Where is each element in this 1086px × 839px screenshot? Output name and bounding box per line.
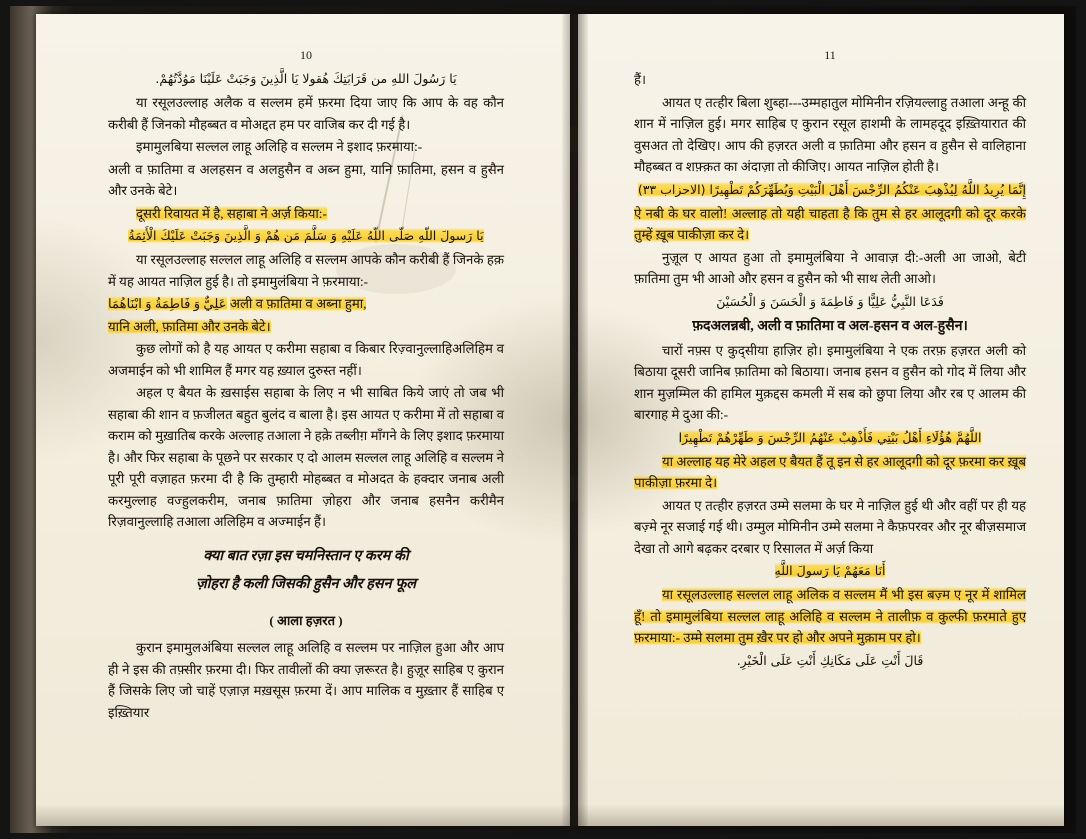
paragraph-mixed-highlighted	[108, 293, 504, 315]
paper-stain	[61, 375, 105, 441]
highlight-span: ऐ नबी के घर वालो! अल्लाह तो यही चाहता है कि तुम से हर आलूदगी को दूर करके तुम्हें ख़ूब पाकीज़ा कर दे।	[634, 205, 1026, 242]
paragraph: कुछ लोगों को है यह आयत ए करीमा सहाबा व किबार रिज़्वानुल्लाहिअलिहिम व अजमाईन को भी शामिल हैं मगर यह ख़्याल दुरुस्त नहीं।	[108, 341, 504, 378]
arabic-quote-highlighted	[634, 180, 1026, 200]
arabic-quote: فَدَعَا النَّبِيُّ عَلِيًّا وَ فَاطِمَةَ وَ الْحَسَنَ وَ الْحُسَيْنَ	[716, 293, 944, 309]
verse-attribution: ( आला हज़रत )	[269, 612, 343, 628]
highlight-span: यानि अली, फ़ातिमा और उनके बेटे।	[108, 318, 271, 334]
right-page	[578, 14, 1064, 826]
highlight-span: या रसूलउल्लाह सल्लल लाहू अलिक व सल्लम मैं भी इस बज़्म ए नूर में शामिल हूँ! तो इमामुलंबिया सल्लल लाहू अलिहि व सल्लम ने तालीफ़ व कुल्फी फ़रमाते हुए फ़रमाया:- उम्मे सलमा तुम ख़ैर पर हो और अपने मुक़ाम पर हो।	[634, 587, 1026, 645]
left-page	[36, 14, 570, 826]
arabic-quote-highlighted	[634, 561, 1026, 581]
paragraph-highlighted	[634, 451, 1026, 494]
paragraph: अली व फ़ातिमा व अलहसन व अलहुसैन व अब्न हुमा, यानि फ़ातिमा, हसन व हुसैन और उनके बेटे।	[108, 161, 504, 198]
arabic-inline-highlight: عَلِيٌّ وَ فَاطِمَةُ وَ ابْنَاهُمَا	[108, 296, 227, 311]
paragraph: नुज़ूल ए आयत हुआ तो इमामुलंबिया ने आवाज़ दी:-अली आ जाओ, बेटी फ़ातिमा तुम भी आओ और हसन व हुसैन को भी साथ लेती आओ।	[634, 249, 1026, 286]
highlight-span: या अल्लाह यह मेरे अहल ए बैयत हैं तू इन से हर आलूदगी को दूर फ़रमा कर ख़ूब पाकीज़ा फ़रमा दे।	[634, 453, 1026, 490]
paragraph-highlighted	[108, 203, 504, 225]
paragraph: आयत ए तत्हीर हज़रत उम्मे सलमा के घर मे नाज़िल हुई थी और वहीं पर ही यह बज़्मे नूर सजाई गई थी। उम्मुल मोमिनीन उम्मे सलमा ने कैफ़परवर और नूर बीज़समाज देखा तो आगे बढ़कर दरबार ए रिसालत में अर्ज़ किया	[634, 497, 1026, 556]
paragraph: इमामुलबिया सल्लल लाहू अलिहि व सल्लम ने इशाद फ़रमाया:-	[136, 139, 423, 154]
paragraph-highlighted	[634, 584, 1026, 649]
highlight-span: اللَّهُمَّ هُؤُلَاءِ أَهْلُ بَيْتِي فَأَذْهِبْ عَنْهُمُ الرِّجْسَ وَ طَهِّرْهُمْ تَطْهِيرًا	[678, 429, 982, 445]
paragraph: आयत ए तत्हीर बिला शुब्हा---उम्महातुल मोमिनीन रज़ियल्लाहु तआला अन्हू की शान में नाज़िल हुई। मगर साहिब ए कुरान रसूल हाशमी के लामहदूद इख़्तियारात की वुसअत तो देखिए। आप की हज़रत अली व फ़ातिमा और हसन व हुसैन से वालिहाना मौहब्बत व शफ़्क़त का अंदाज़ा तो कीजिए। आयत नाज़िल होती है।	[634, 94, 1026, 174]
paragraph: कुरान इमामुलअंबिया सल्लल लाहू अलिहि व सल्लम पर नाज़िल हुआ और आप ही ने इस की तफ़्सीर फ़रमा दी। फिर तावीलों की क्या ज़रूरत है। हुज़ूर साहिब ए कुरान हैं जिसके लिए जो चाहें एज़ाज़ मख़सूस फ़रमा दें। आप मालिक व मुख़्तार हैं साहिब ए इख़्तियार	[108, 640, 504, 720]
highlight-span: أَنَا مَعَهُمْ يَا رَسولَ اللَّهِ	[774, 563, 886, 578]
page-number-right: 11	[824, 48, 836, 62]
arabic-quote: قَالَ أَنْتِ عَلَى مَكَانِكِ أَنْتِ عَلَى الْخَيْرِ.	[736, 652, 924, 668]
open-book	[10, 6, 1076, 833]
transliteration-line: फ़दअलन्नबी, अली व फ़ातिमा व अल-हसन व अल-हुसैन।	[692, 318, 968, 334]
paragraph-highlighted	[108, 316, 504, 338]
binding-staple	[570, 126, 578, 152]
highlight-span: إِنَّمَا يُرِيدُ اللَّهُ لِيُذْهِبَ عَنْكُمُ الرِّجْسَ أَهْلَ الْبَيْتِ وَيُطَهِّرَكُمْ تَطْهِيرًا (الاحزاب ٣٣)	[637, 181, 1026, 197]
paragraph: या रसूलउल्लाह अलैक व सल्लम हमें फ़रमा दिया जाए कि आप के वह कौन करीबी हैं जिनको मौहब्बत व मोअद्दत हम पर वाजिब कर दी गई है।	[108, 95, 504, 132]
paragraph: अहल ए बैयत के ख़साईस सहाबा के लिए न भी साबित किये जाएं तो जब भी सहाबा की शान व फ़जीलत बहुत बुलंद व बाला है। इस आयत ए करीमा में तो सहाबा व कराम को मुख़ातिब करके अल्लाह तआला ने हक़े तब्लीग़ माँगने के लिए इशाद फ़रमाया है। और फिर सहाबा के पूछने पर सरकार ए दो आलम सल्लल लाहू अलिहि व सल्लम ने पूरी पूरी वज़ाहत फ़रमा दी है कि तुम्हारी मोहब्बत व मोअदत के हक्दार जनाब अली करमुल्लाह वज्हुलकरीम, जनाब फ़ातिमा ज़ोहरा और जनाब हसनैन करीमैन रिज़वानुल्लाहि तआला अलिहिम व अज्माईन हैं।	[108, 385, 504, 529]
hindi-inline-highlight: अली व फ़ातिमा व अब्ना हुमा,	[229, 296, 367, 311]
paragraph: चारों नफ़्स ए कुद्सीया हाज़िर हो। इमामुलंबिया ने एक तरफ़ हज़रत अली को बिठाया दूसरी जानिब फ़ातिमा को बिठाया। जनाब हसन व हुसैन को गोद में लिया और शान मुज़म्मिल की हामिल मुक़द्दस कमली में सब को छुपा लिया और रब ए आलम की बारगाह मे दुआ की:-	[634, 342, 1026, 422]
binding-staple	[570, 476, 578, 502]
highlight-span: يَا رَسولَ اللّهِ صَلّى اللّهُ عَلَيْهِ وَ سَلَّمَ مَن هُمْ وَ الَّذِينَ وَجَبَتْ عَلَيْكَ الْأَئِمَةُ	[128, 228, 484, 243]
right-page-text	[634, 69, 1026, 671]
arabic-quote-highlighted	[108, 226, 504, 246]
paragraph: हैं।	[634, 72, 647, 87]
arabic-quote: يَا رَسُولَ اللهِ من قَرَابَتِكَ هُقولا يَا الَّذِينَ وَجَبَتْ عَلَيْنَا مَوُدَّتُهُمْ.	[155, 71, 457, 86]
arabic-dua-highlighted	[634, 428, 1026, 448]
left-page-text	[108, 69, 504, 723]
paragraph: या रसूलउल्लाह सल्लल लाहू अलिहि व सल्लम आपके कौन करीबी हैं जिनके हक़ में यह आयत नाज़िल हुई है। तो इमामुलंबिया ने फ़रमाया:-	[108, 252, 504, 289]
verse-line: ज़ोहरा है कली जिसकी हुसैन और हसन फूल	[195, 575, 417, 592]
page-number-left: 10	[300, 48, 312, 62]
verse-line: क्या बात रज़ा इस चमनिस्तान ए करम की	[203, 547, 409, 564]
highlight-span: दूसरी रिवायत में है, सहाबा ने अर्ज़ किया:-	[136, 205, 327, 221]
paragraph-highlighted	[634, 203, 1026, 246]
